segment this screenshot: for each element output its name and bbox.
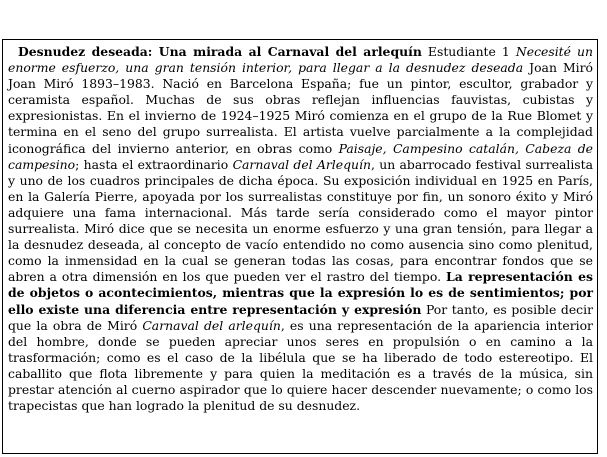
student-label: Estudiante 1 xyxy=(427,44,516,59)
body-text-5: , es una representación de la apariencia interior del hombre, donde se pueden apreciar unos seres en propulsión o en camino a la trasformación; como es el caso de la libélula que se ha liberado de todo estereotipo. El caballito que flota libremente y para quien la meditación es a través de la música, sin prestar atención al cuerno aspirador que lo quiere hacer descender nuevamente; o como los trapecistas que han logrado la plenitud de su desnudez. xyxy=(8,317,593,414)
miro-quote: Necesité un enorme esfuerzo, una gran tensión interior, para llegar a la desnudez deseada xyxy=(8,44,593,76)
body-text-3: , un abarrocado festival surrealista y uno de los cuadros principales de dicha época. Su exposición individual en 1925 en París, en la Galería Pierre, apoyada por los surrealistas constituye por fin, un sonoro éxito y Miró adquiere una fama internacional. Más tarde sería considerado como el mayor pintor surrealista. Miró dice que se necesita un enorme esfuerzo y una gran tensión, para llegar a la desnudez deseada, al concepto de vacío entendido no como ausencia sino como plenitud, como la inmensidad en la cual se generan todas las cosas, para encontrar fondos que se abren a otra dimensión en los que pueden ver el rastro del tiempo. xyxy=(8,156,594,285)
artwork-titles: Paisaje, Campesino catalán, Cabeza de campesino xyxy=(8,140,593,172)
document-title: Desnudez deseada: Una mirada al Carnaval del arlequín xyxy=(18,44,422,59)
body-text-2: ; hasta el extraordinario xyxy=(75,156,233,172)
document-text-box xyxy=(2,39,598,454)
body-text-1: Joan Miró Joan Miró 1893–1983. Nació en Barcelona España; fue un pintor, escultor, grabador y ceramista español. Muchas de sus obras reflejan influencias fauvistas, cubistas y expresionistas. En el invierno de 1924–1925 Miró comienza en el grupo de la Rue Blomet y termina en el seno del grupo surrealista. El artista vuelve parcialmente a la complejidad iconográfica del invierno anterior, en obras como xyxy=(8,60,593,156)
artwork-carnaval-2: Carnaval del arlequín xyxy=(142,317,281,333)
bold-statement: La representación es de objetos o acontecimientos, mientras que la expresión lo es de sentimientos; por ello existe una diferencia entre representación y expresión xyxy=(8,269,594,317)
artwork-carnaval: Carnaval del Arlequín xyxy=(232,156,371,172)
body-text-4: Por tanto, es posible decir que la obra de Miró xyxy=(8,301,593,333)
